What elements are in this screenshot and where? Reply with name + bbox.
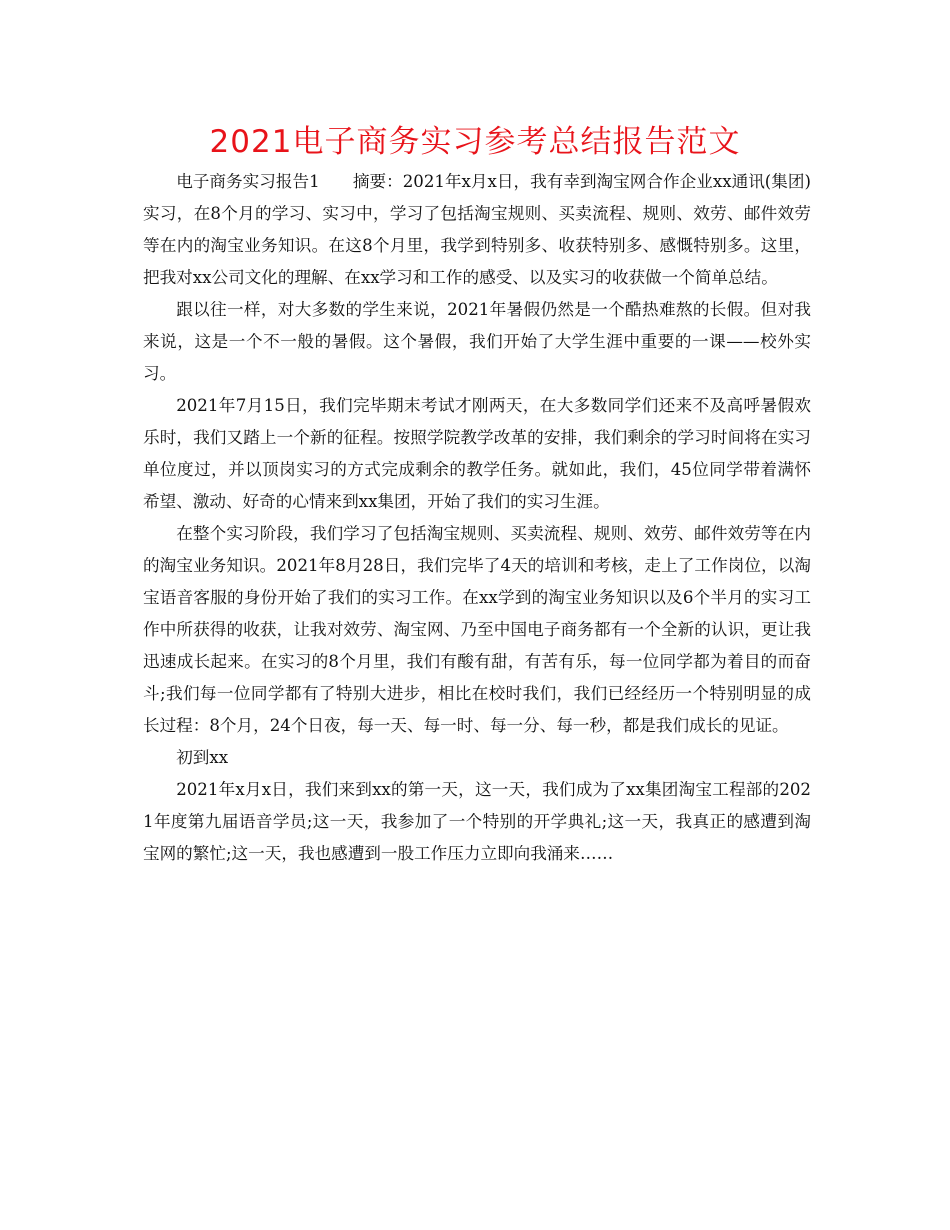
section-heading-arrival: 初到xx bbox=[176, 748, 229, 767]
paragraph-abstract: 电子商务实习报告1 摘要：2021年x月x日，我有幸到淘宝网合作企业xx通讯(集团)实习，在8个月的学习、实习中，学习了包括淘宝规则、买卖流程、规则、效劳、邮件效劳等在内的淘宝业务知识。在这8个月里，我学到特别多、收获特别多、感慨特别多。这里，把我对xx公司文化的理解、在xx学习和工作的感受、以及实习的收获做一个简单总结。 bbox=[143, 172, 811, 287]
paragraph-start: 2021年7月15日，我们完毕期末考试才刚两天，在大多数同学们还来不及高呼暑假欢乐时，我们又踏上一个新的征程。按照学院教学改革的安排，我们剩余的学习时间将在实习单位度过，并以顶岗实习的方式完成剩余的教学任务。就如此，我们，45位同学带着满怀希望、激动、好奇的心情来到xx集团，开始了我们的实习生涯。 bbox=[143, 396, 811, 511]
paragraph-training: 在整个实习阶段，我们学习了包括淘宝规则、买卖流程、规则、效劳、邮件效劳等在内的淘宝业务知识。2021年8月28日，我们完毕了4天的培训和考核，走上了工作岗位，以淘宝语音客服的身份开始了我们的实习工作。在xx学到的淘宝业务知识以及6个半月的实习工作中所获得的收获，让我对效劳、淘宝网、乃至中国电子商务都有一个全新的认识，更让我迅速成长起来。在实习的8个月里，我们有酸有甜，有苦有乐，每一位同学都为着目的而奋斗;我们每一位同学都有了特别大进步，相比在校时我们，我们已经经历一个特别明显的成长过程：8个月，24个日夜，每一天、每一时、每一分、每一秒，都是我们成长的见证。 bbox=[143, 524, 811, 735]
document-body bbox=[143, 166, 811, 870]
paragraph-first-day: 2021年x月x日，我们来到xx的第一天，这一天，我们成为了xx集团淘宝工程部的2021年度第九届语音学员;这一天，我参加了一个特别的开学典礼;这一天，我真正的感遭到淘宝网的繁忙;这一天，我也感遭到一股工作压力立即向我涌来…… bbox=[143, 780, 811, 863]
paragraph-summer: 跟以往一样，对大多数的学生来说，2021年暑假仍然是一个酷热难熬的长假。但对我来说，这是一个不一般的暑假。这个暑假，我们开始了大学生涯中重要的一课——校外实习。 bbox=[143, 300, 811, 383]
document-title: 2021电子商务实习参考总结报告范文 bbox=[209, 124, 741, 160]
